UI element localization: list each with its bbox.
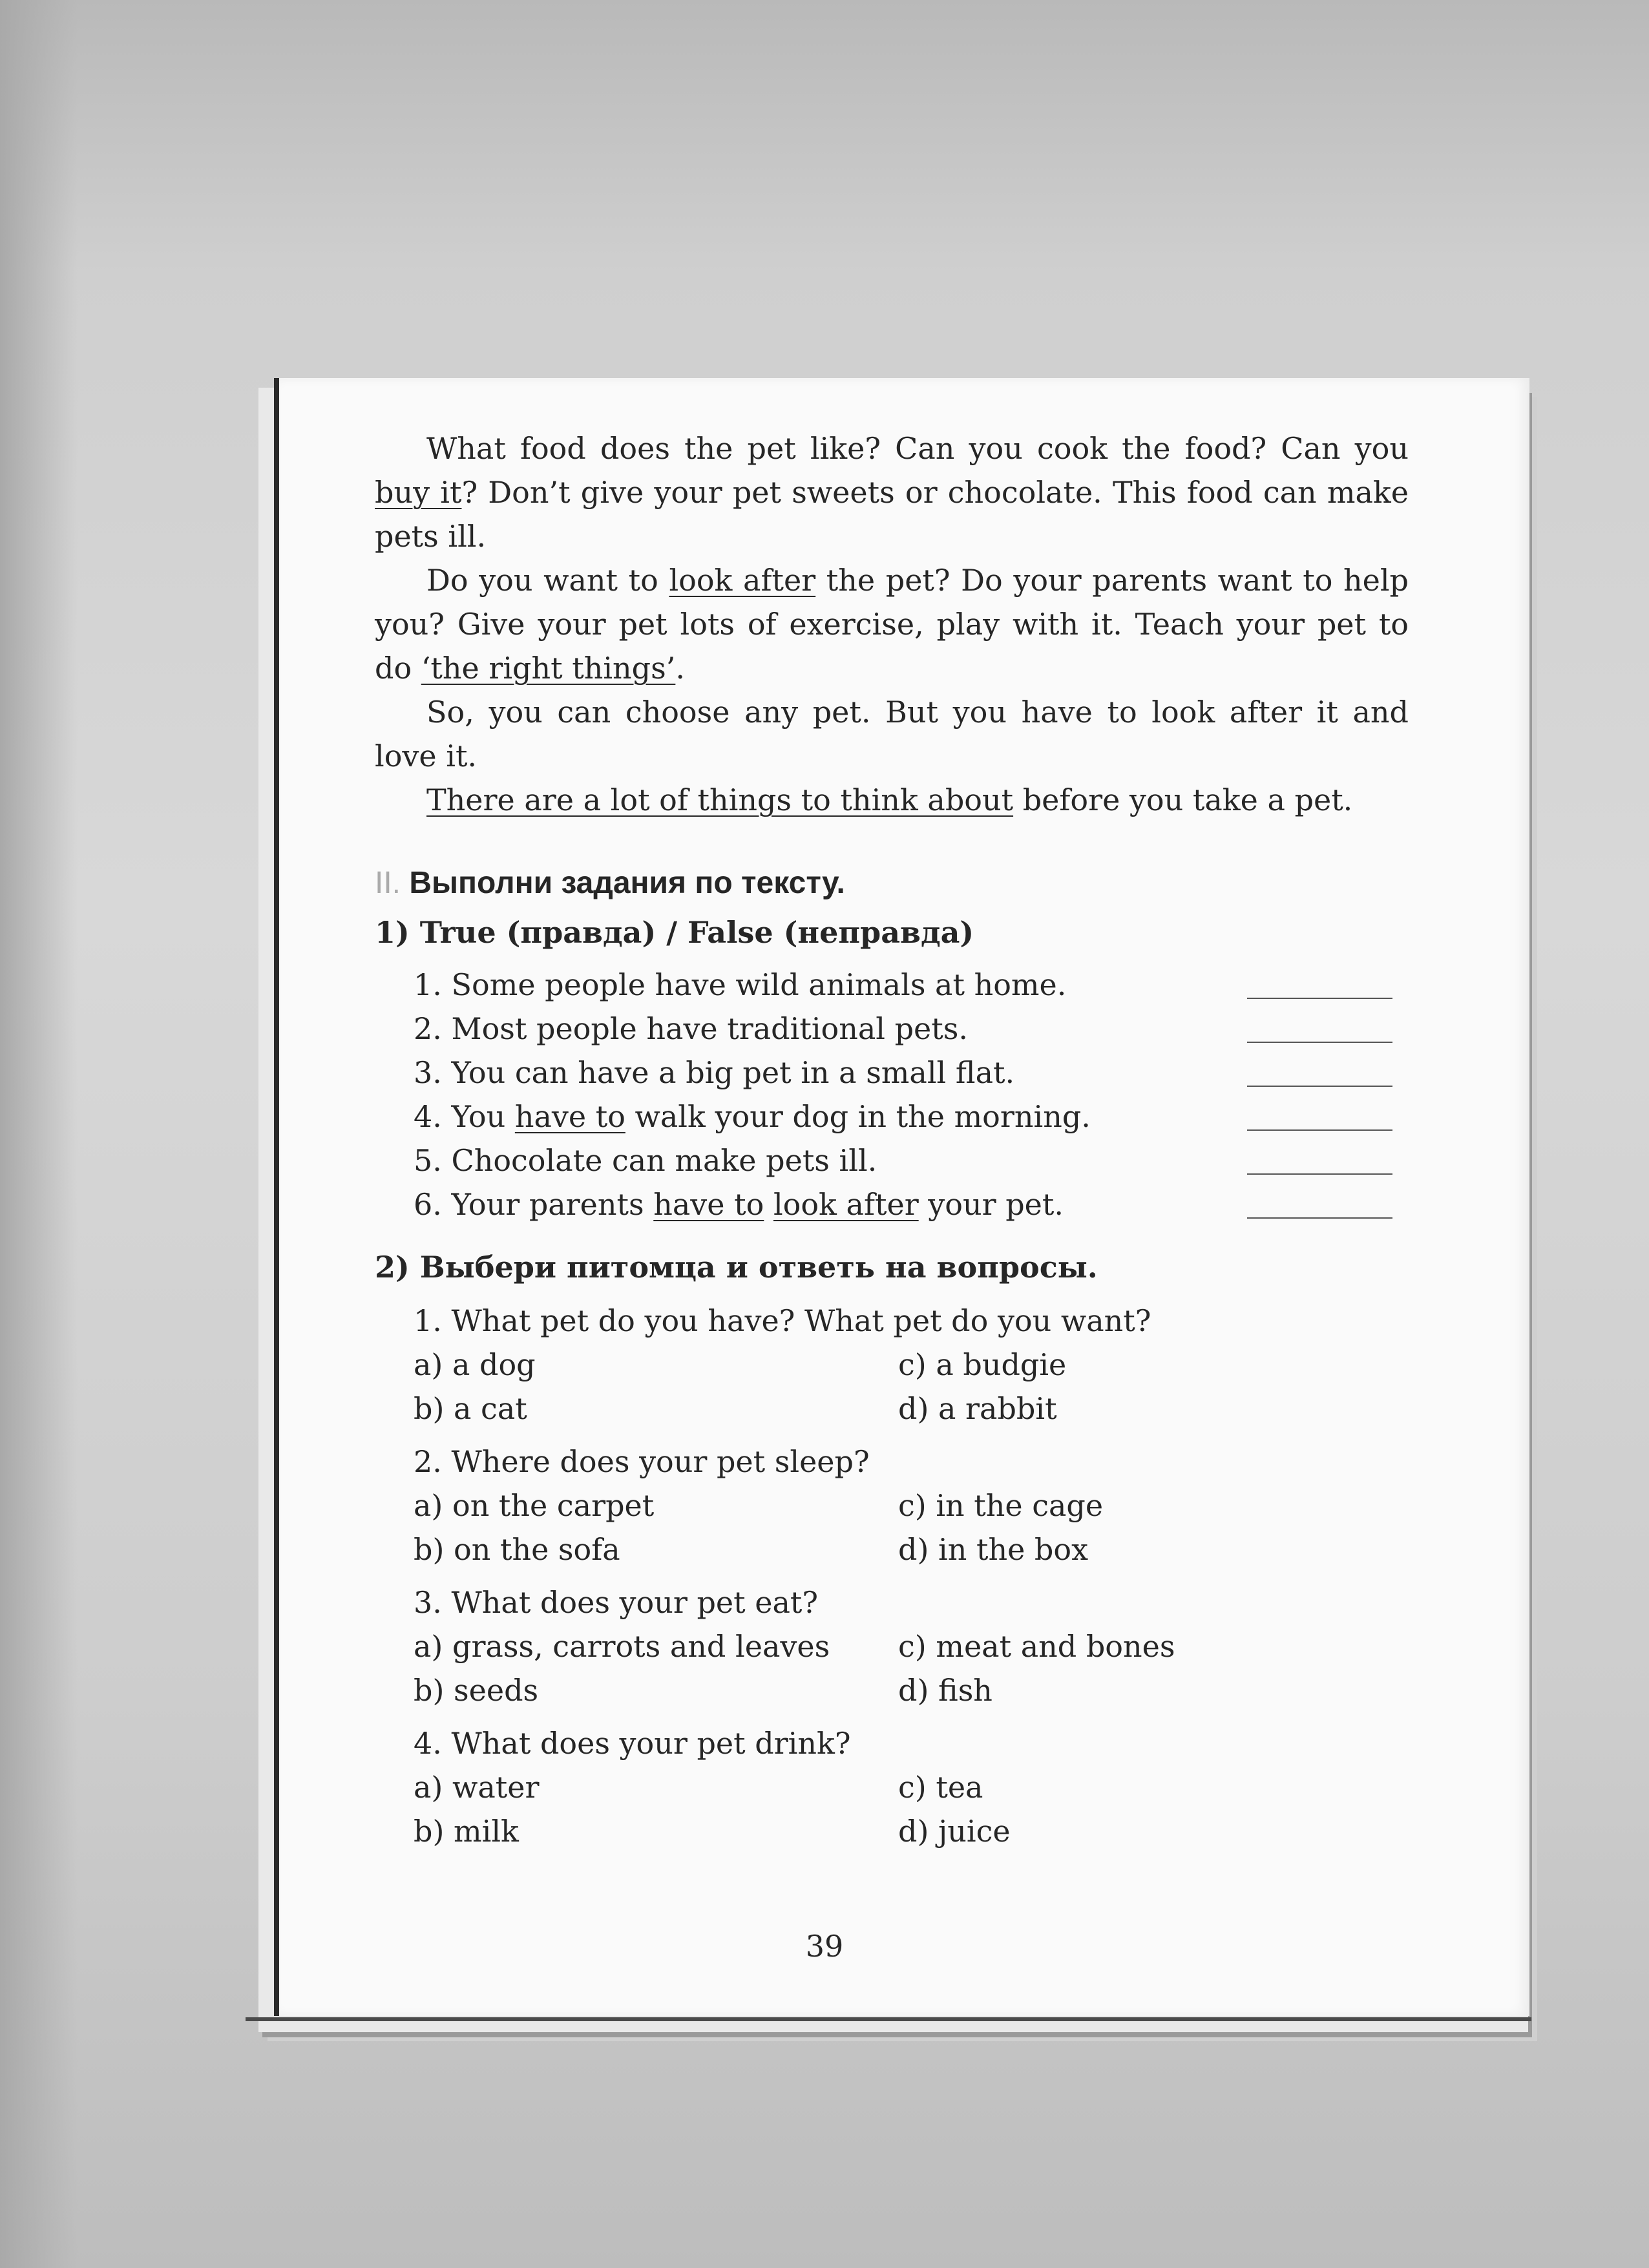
option-a[interactable]: a) a dog: [414, 1347, 536, 1382]
underlined-phrase: There are a lot of things to think about: [426, 782, 1014, 817]
option-c[interactable]: c) a budgie: [898, 1347, 1067, 1382]
options-grid: [375, 1765, 1409, 1853]
paragraph-choose: So, you can choose any pet. But you have to look after it and love it.: [375, 695, 1409, 773]
list-item: 4. You have to walk your dog in the morning.: [375, 1095, 1409, 1139]
option-d[interactable]: d) in the box: [898, 1532, 1089, 1567]
task-choose-pet-title: 2) Выбери питомца и ответь на вопросы.: [375, 1250, 1098, 1285]
option-d[interactable]: d) juice: [898, 1814, 1011, 1849]
option-d[interactable]: d) fish: [898, 1673, 993, 1708]
answer-line[interactable]: [1247, 1086, 1392, 1087]
option-b[interactable]: b) milk: [414, 1814, 519, 1849]
option-d[interactable]: d) a rabbit: [898, 1391, 1057, 1426]
underlined-phrase: buy it: [375, 475, 462, 510]
section-number: II.: [375, 866, 401, 900]
question-text: 1. What pet do you have? What pet do you want?: [414, 1303, 1151, 1338]
paragraph-look-after: Do you want to look after the pet? Do your parents want to help you? Give your pet lots of exercise, play with it. Teach your pet to do ‘the right things’.: [375, 563, 1409, 686]
task-true-false-title: 1) True (правда) / False (неправда): [375, 915, 974, 950]
true-false-list: [375, 963, 1409, 1226]
scan-shadow: [0, 0, 78, 2268]
list-item: 3. You can have a big pet in a small flat.: [375, 1051, 1409, 1095]
option-b[interactable]: b) seeds: [414, 1673, 539, 1708]
option-a[interactable]: a) on the carpet: [414, 1488, 655, 1523]
page-number: 39: [805, 1929, 844, 1964]
option-b[interactable]: b) on the sofa: [414, 1532, 620, 1567]
paragraph-food: What food does the pet like? Can you cook the food? Can you buy it? Don’t give your pet sweets or chocolate. This food can make pets ill.: [375, 431, 1409, 554]
list-item: 2. Most people have traditional pets.: [375, 1007, 1409, 1051]
answer-line[interactable]: [1247, 998, 1392, 999]
page-content: [375, 426, 1409, 1853]
section-title: Выполни задания по тексту.: [401, 866, 845, 900]
question-block: [375, 1299, 1409, 1431]
question-block: [375, 1721, 1409, 1853]
underlined-phrase: look after: [669, 563, 816, 598]
list-item: 5. Chocolate can make pets ill.: [375, 1139, 1409, 1182]
option-b[interactable]: b) a cat: [414, 1391, 527, 1426]
underlined-phrase: ‘the right things’: [421, 651, 676, 686]
options-grid: [375, 1624, 1409, 1712]
list-item: 1. Some people have wild animals at home.: [375, 963, 1409, 1007]
option-c[interactable]: c) tea: [898, 1770, 983, 1805]
option-a[interactable]: a) water: [414, 1770, 540, 1805]
options-grid: [375, 1343, 1409, 1431]
answer-line[interactable]: [1247, 1173, 1392, 1175]
page-bottom-edge: [246, 2017, 1531, 2021]
paragraph-conclusion: There are a lot of things to think about before you take a pet.: [426, 782, 1353, 817]
option-c[interactable]: c) in the cage: [898, 1488, 1104, 1523]
underlined-phrase: have to: [653, 1187, 764, 1222]
list-item: 6. Your parents have to look after your pet.: [375, 1182, 1409, 1226]
question-text: 2. Where does your pet sleep?: [414, 1444, 870, 1479]
underlined-phrase: have to: [514, 1099, 625, 1134]
answer-line[interactable]: [1247, 1129, 1392, 1131]
option-a[interactable]: a) grass, carrots and leaves: [414, 1629, 830, 1664]
question-block: [375, 1440, 1409, 1571]
option-c[interactable]: c) meat and bones: [898, 1629, 1175, 1664]
answer-line[interactable]: [1247, 1042, 1392, 1043]
question-text: 3. What does your pet eat?: [414, 1585, 819, 1620]
section-heading: [375, 861, 1409, 906]
options-grid: [375, 1484, 1409, 1571]
question-block: [375, 1580, 1409, 1712]
underlined-phrase: look after: [773, 1187, 919, 1222]
question-text: 4. What does your pet drink?: [414, 1726, 851, 1761]
answer-line[interactable]: [1247, 1217, 1392, 1219]
